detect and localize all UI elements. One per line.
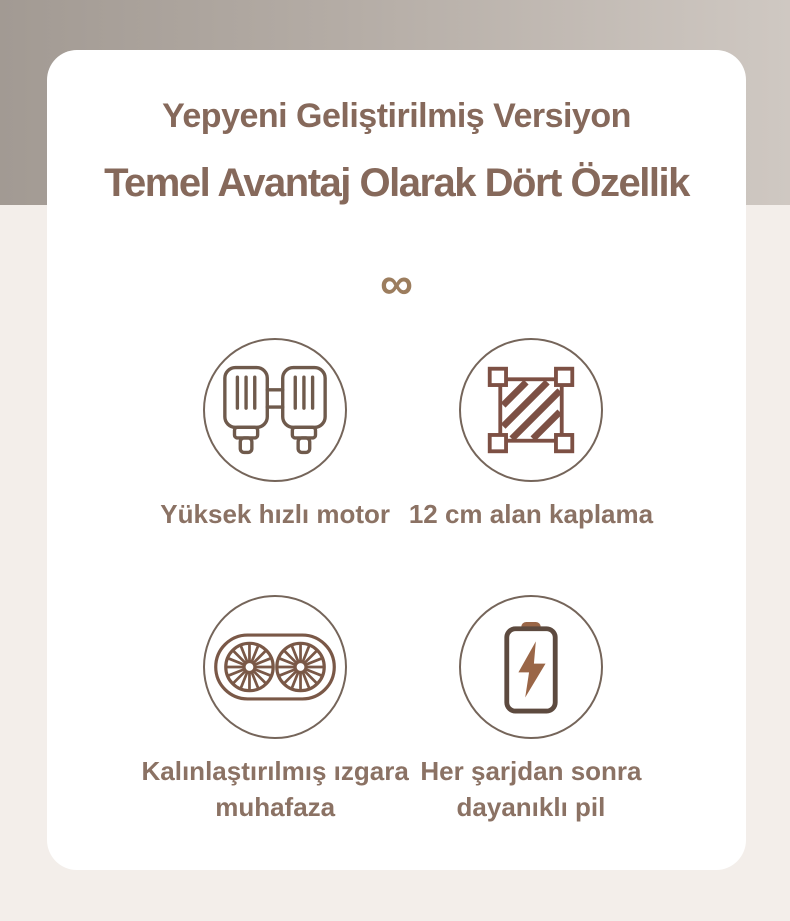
dual-motor-icon (203, 338, 347, 482)
feature-area-coverage (409, 338, 653, 532)
dual-fan-grille-icon (203, 595, 347, 739)
feature-label: Kalınlaştırılmış ızgara muhafaza (141, 756, 409, 822)
charging-battery-icon (459, 595, 603, 739)
feature-label: 12 cm alan kaplama (408, 499, 654, 529)
features-grid (142, 338, 652, 825)
feature-high-speed-motor (160, 338, 390, 532)
hatched-area-icon (459, 338, 603, 482)
infinity-icon: ∞ (380, 257, 413, 309)
feature-label: Yüksek hızlı motor (160, 499, 391, 529)
feature-grille-guard (142, 595, 409, 825)
feature-durable-battery (420, 595, 641, 825)
page-subtitle: Temel Avantaj Olarak Dört Özellik (104, 161, 689, 205)
feature-label: Her şarjdan sonra dayanıklı pil (420, 756, 642, 822)
feature-card (47, 50, 746, 870)
page-title: Yepyeni Geliştirilmiş Versiyon (162, 97, 631, 135)
